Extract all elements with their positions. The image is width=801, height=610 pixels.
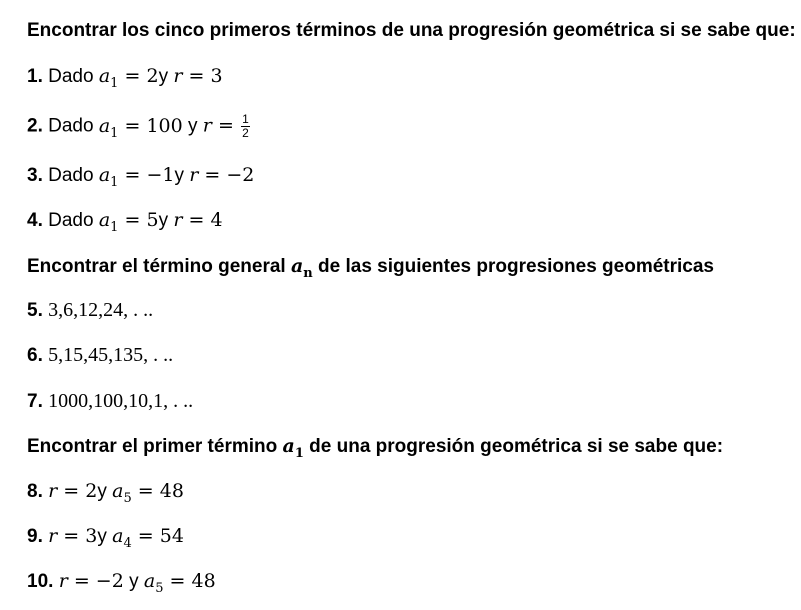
exercise-number: 4. [27,210,43,231]
sequence: 3,6,12,24, . .. [48,299,154,321]
exercise-number: 9. [27,526,43,547]
math-expression [189,164,254,186]
var-r: r [48,480,58,502]
heading-math [282,435,304,461]
exercise-10 [27,569,216,601]
math-expression [98,65,159,91]
conjunction: y [97,526,107,547]
a-value: = 2 [124,65,159,87]
heading-text-post: de una progresión geométrica si se sabe que: [309,436,724,457]
var-a: a [98,65,111,87]
exercise-number: 2. [27,115,43,137]
subscript: 5 [123,491,132,506]
exercise-prefix: Dado [48,165,94,186]
fraction [241,113,250,140]
conjunction: y [158,210,169,231]
r-value: = 3 [188,65,223,87]
heading-text-pre: Encontrar el término general [27,256,286,277]
math-expression [203,115,234,137]
var-a: a [98,114,111,137]
heading-math [290,255,313,281]
a-value: = 48 [137,480,184,502]
subscript: 1 [110,175,119,190]
conjunction: y [97,481,107,502]
subscript: 1 [294,446,304,461]
r-value: = −2 [204,164,255,186]
math-expression [112,480,184,506]
conjunction: y [158,66,169,87]
r-value: = 2 [63,480,98,502]
var-r: r [58,570,68,592]
exercise-number: 7. [27,391,43,412]
exercise-9 [27,524,184,556]
exercise-number: 1. [27,66,43,87]
math-expression [48,480,97,502]
var-a: a [98,209,111,231]
exercise-number: 8. [27,481,43,502]
var-a: a [290,255,304,277]
subscript: 1 [110,76,119,91]
sequence: 5,15,45,135, . .. [48,344,174,366]
a-value: = −1 [124,164,175,186]
var-a: a [112,525,124,547]
math-expression [143,570,216,596]
exercise-5 [27,298,153,323]
r-value: = 3 [63,525,98,547]
r-value: = 4 [188,209,223,231]
var-r: r [173,209,183,231]
exercise-number: 6. [27,345,43,366]
exercise-number: 10. [27,571,54,592]
section-2-heading [27,254,714,286]
section-1-heading [27,19,796,43]
a-value: = 54 [137,525,184,547]
exercise-8 [27,479,184,511]
var-a: a [282,435,295,457]
math-expression [98,209,159,235]
exercise-prefix: Dado [48,66,94,87]
exercise-1 [27,64,223,96]
math-expression [59,570,124,592]
var-r: r [189,164,199,186]
fraction-numerator: 1 [242,112,249,126]
math-expression [173,209,222,231]
subscript: 4 [123,536,132,551]
subscript: 5 [155,581,164,596]
var-r: r [48,525,58,547]
exercise-2 [27,113,250,146]
math-expression [112,525,184,551]
section-1-heading-text: Encontrar los cinco primeros términos de una progresión geométrica si se sabe que: [27,20,796,41]
a-value: = 100 [124,114,183,137]
var-r: r [173,65,183,87]
heading-text-post: de las siguientes progresiones geométricas [318,256,714,277]
equals-sign: = [217,114,234,137]
exercise-prefix: Dado [48,115,94,137]
exercise-4 [27,208,223,240]
math-expression [173,65,222,87]
sequence: 1000,100,10,1, . .. [48,390,194,412]
heading-text-pre: Encontrar el primer término [27,436,278,457]
exercise-7 [27,389,193,414]
math-expression [98,114,183,141]
conjunction: y [129,571,139,592]
a-value: = 48 [169,570,216,592]
exercise-prefix: Dado [48,210,94,231]
conjunction: y [174,165,184,186]
exercise-6 [27,343,173,368]
exercise-number: 3. [27,165,43,186]
math-expression [98,164,175,190]
var-a: a [98,164,111,186]
subscript: n [303,266,313,281]
a-value: = 5 [124,209,159,231]
math-expression [48,525,97,547]
section-3-heading [27,434,723,466]
subscript: 1 [110,220,119,235]
exercise-3 [27,163,254,195]
r-value: = −2 [73,570,124,592]
var-a: a [143,570,156,592]
exercise-number: 5. [27,300,43,321]
subscript: 1 [110,125,119,141]
conjunction: y [188,115,198,137]
var-r: r [202,114,212,137]
fraction-denominator: 2 [242,126,249,140]
var-a: a [112,480,124,502]
